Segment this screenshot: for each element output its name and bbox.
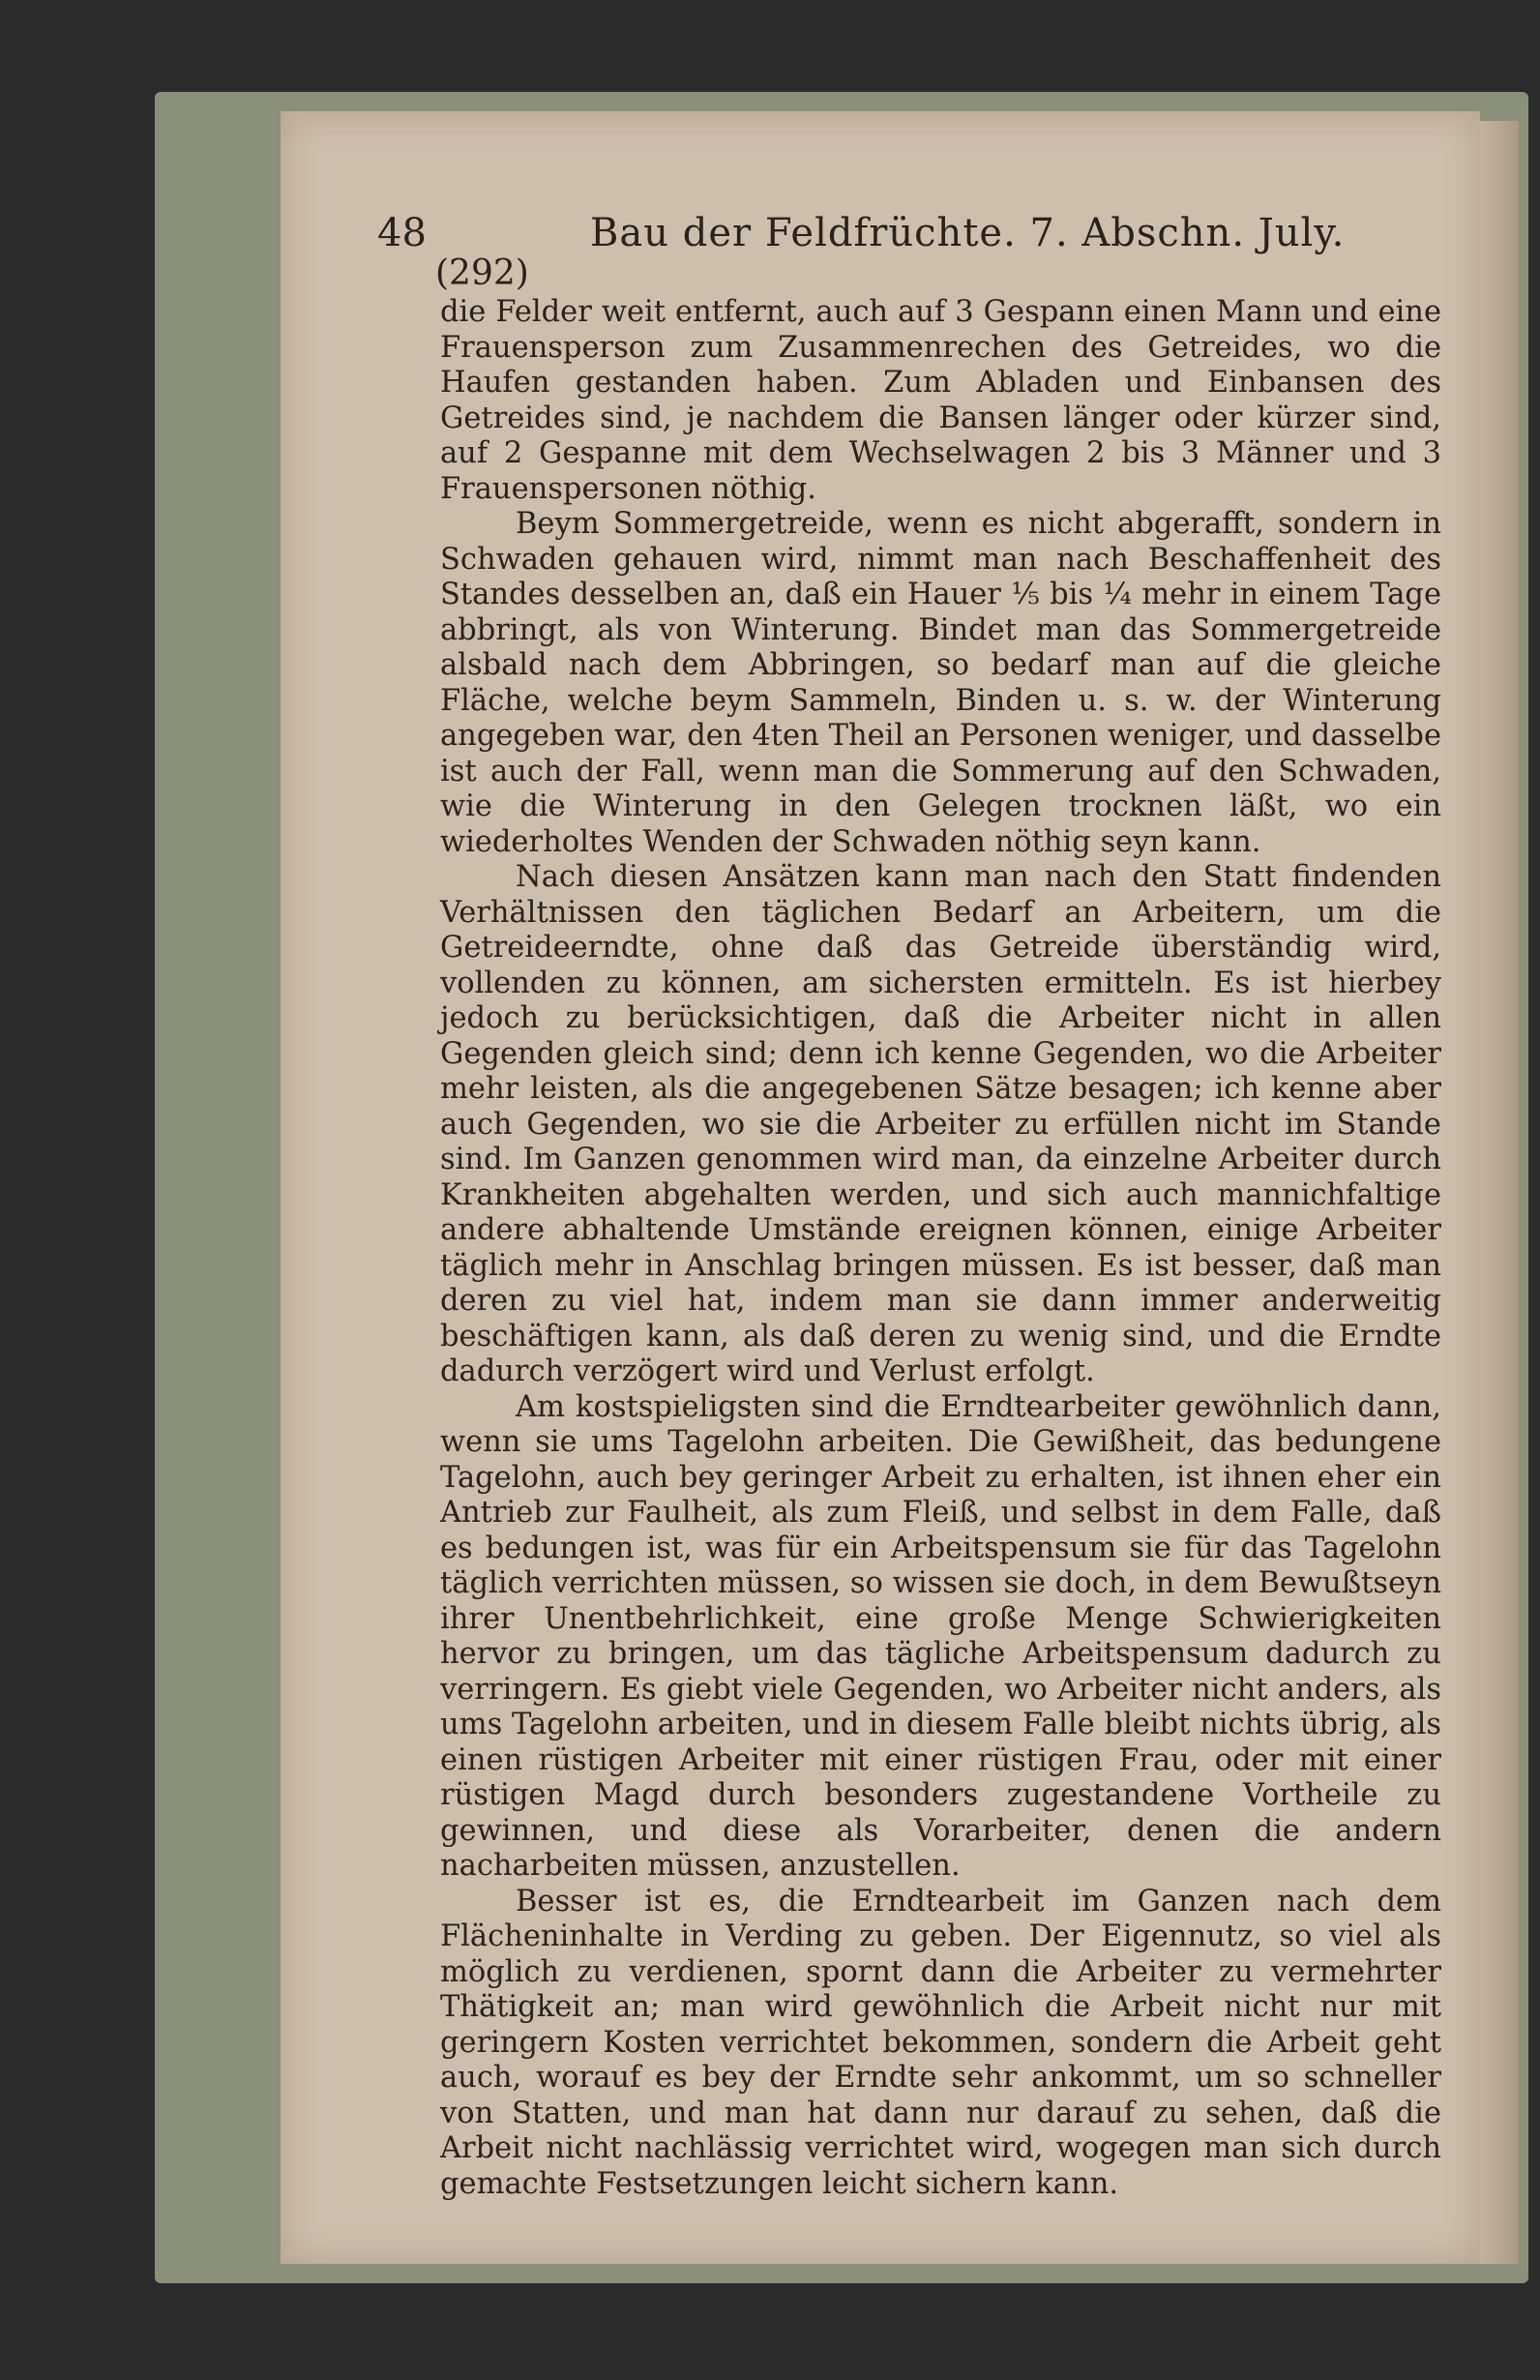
page-header [368, 211, 1451, 269]
paragraph-5: Besser ist es, die Erndtearbeit im Ganzen nach dem Flächeninhalte in Verding zu geben. Der Eigennutz, so viel als möglich zu verdienen, spornt dann die Arbeiter zu vermehrter Thätigkeit an; man wird gewöhnlich die Arbeit nicht nur mit geringern Kosten verrichtet bekommen, sondern die Arbeit geht auch, worauf es bey der Erndte sehr ankommt, um so schneller von Statten, und man hat dann nur darauf zu sehen, daß die Arbeit nicht nachlässig verrichtet wird, wogegen man sich durch gemachte Festsetzungen leicht sichern kann. [440, 1884, 1441, 2201]
page-stack-edge [1480, 121, 1519, 2264]
running-title: Bau der Feldfrüchte. 7. Abschn. July. [590, 211, 1346, 255]
paragraph-1: die Felder weit entfernt, auch auf 3 Gespann einen Mann und eine Frauensperson zum Zusammenrechen des Getreides, wo die Haufen gestanden haben. Zum Abladen und Einbansen des Getreides sind, je nachdem die Bansen länger oder kürzer sind, auf 2 Gespanne mit dem Wechselwagen 2 bis 3 Männer und 3 Frauenspersonen nöthig. [440, 295, 1441, 506]
paragraph-4: Am kostspieligsten sind die Erndtearbeiter gewöhnlich dann, wenn sie ums Tagelohn arbeiten. Die Gewißheit, das bedungene Tagelohn, auch bey geringer Arbeit zu erhalten, ist ihnen eher ein Antrieb zur Faulheit, als zum Fleiß, und selbst in dem Falle, daß es bedungen ist, was für ein Arbeitspensum sie für das Tagelohn täglich verrichten müssen, so wissen sie doch, in dem Bewußtseyn ihrer Unentbehrlichkeit, eine große Menge Schwierigkeiten hervor zu bringen, um das tägliche Arbeitspensum dadurch zu verringern. Es giebt viele Gegenden, wo Arbeiter nicht anders, als ums Tagelohn arbeiten, und in diesem Falle bleibt nichts übrig, als einen rüstigen Arbeiter mit einer rüstigen Frau, oder mit einer rüstigen Magd durch besonders zugestandene Vortheile zu gewinnen, und diese als Vorarbeiter, denen die andern nacharbeiten müssen, anzustellen. [440, 1389, 1441, 1883]
page-number: 48 [377, 211, 427, 255]
body-text [440, 295, 1441, 2202]
paragraph-2: Beym Sommergetreide, wenn es nicht abgerafft, sondern in Schwaden gehauen wird, nimmt man nach Beschaffenheit des Standes desselben an, daß ein Hauer ⅕ bis ¼ mehr in einem Tage abbringt, als von Winterung. Bindet man das Sommergetreide alsbald nach dem Abbringen, so bedarf man auf die gleiche Fläche, welche beym Sammeln, Binden u. s. w. der Winterung angegeben war, den 4ten Theil an Personen weniger, und dasselbe ist auch der Fall, wenn man die Sommerung auf den Schwaden, wie die Winterung in den Gelegen trocknen läßt, wo ein wiederholtes Wenden der Schwaden nöthig seyn kann. [440, 507, 1441, 859]
paragraph-3: Nach diesen Ansätzen kann man nach den Statt findenden Verhältnissen den täglichen Bedarf an Arbeitern, um die Getreideerndte, ohne daß das Getreide überständig wird, vollenden zu können, am sichersten ermitteln. Es ist hierbey jedoch zu berücksichtigen, daß die Arbeiter nicht in allen Gegenden gleich sind; denn ich kenne Gegenden, wo die Arbeiter mehr leisten, als die angegebenen Sätze besagen; ich kenne aber auch Gegenden, wo sie die Arbeiter zu erfüllen nicht im Stande sind. Im Ganzen genommen wird man, da einzelne Arbeiter durch Krankheiten abgehalten werden, und sich auch mannichfaltige andere abhaltende Umstände ereignen können, einige Arbeiter täglich mehr in Anschlag bringen müssen. Es ist besser, daß man deren zu viel hat, indem man sie dann immer anderweitig beschäftigen kann, als daß deren zu wenig sind, und die Erndte dadurch verzögert wird und Verlust erfolgt. [440, 860, 1441, 1388]
section-number: (292) [435, 253, 529, 293]
